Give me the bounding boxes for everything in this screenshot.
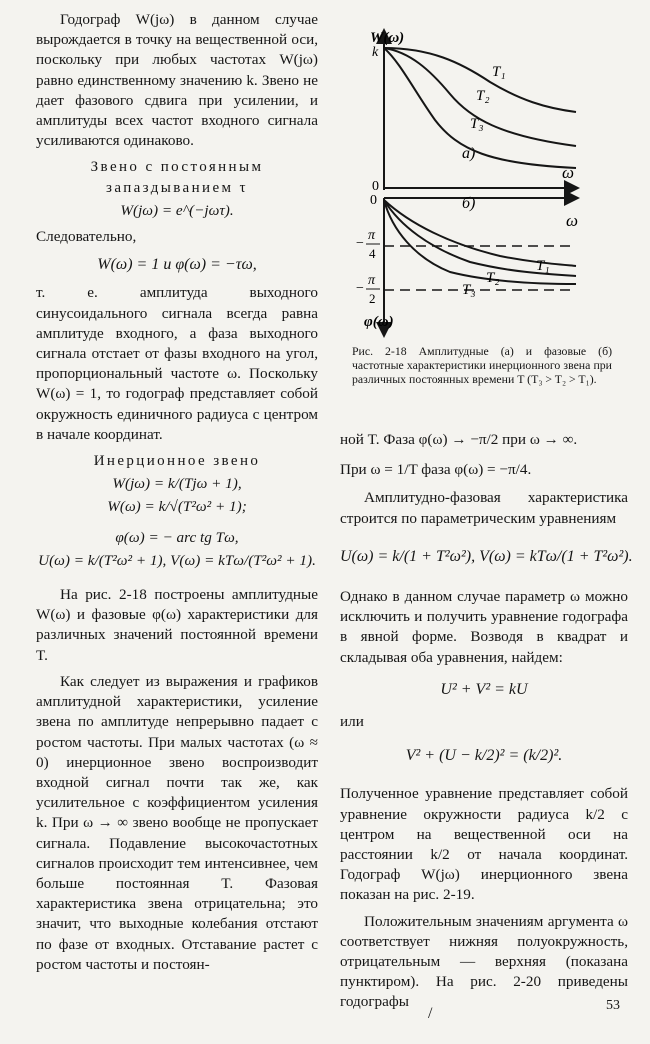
panel-label-a: а) — [462, 145, 476, 162]
paragraph: Амплитудно-фазовая характеристика строится по параметрическим уравнениям — [340, 489, 628, 527]
paragraph: т. е. амплитуда выходного синусоидального сигнала всегда равна амплитуде входного, а фаза выходного сигнала отстает от фазы входного на угол, пропорциональный частоте ω. Поскольку W(ω) = 1, то годограф представляет собой окружность единичного радиуса с центром в начале координат. — [36, 284, 318, 443]
paragraph: ной T. Фаза φ(ω) → −π/2 при ω → ∞. — [340, 431, 578, 448]
paragraph: Следовательно, — [36, 228, 137, 246]
paragraph: Положительным значениям аргумента ω соответствует нижняя полуокружность, отрицательным — верхняя (показана пунктиром). На рис. 2-20 приведены годографы — [340, 912, 628, 1011]
equation: W(ω) = k/√(T²ω² + 1); — [107, 498, 247, 516]
equation: φ(ω) = − arc tg Tω, — [115, 528, 239, 546]
equation: W(ω) = 1 и φ(ω) = −τω, — [97, 256, 257, 274]
minus-sign: − — [356, 236, 364, 251]
omega-label-b: ω — [566, 211, 579, 230]
pencil-mark: / — [428, 1005, 433, 1022]
paragraph: Однако в данном случае параметр ω можно исключить и получить уравнение годографа в явной форме. Возводя в квадрат и складывая оба уравнения, найдем: — [340, 588, 628, 666]
section-heading: Инерционное звено — [93, 453, 261, 470]
origin-label-a: 0 — [372, 179, 379, 194]
origin-label-b: 0 — [370, 193, 377, 208]
equation: W(jω) = k/(Tjω + 1), — [112, 475, 242, 493]
figure-caption: Рис. 2-18 Амплитудные (а) и фазовые (б) частотные характеристики инерционного звена при различных постоянных времени T (T₃ > T₂ > T₁). — [352, 344, 612, 386]
equation: U(ω) = k/(1 + T²ω²), V(ω) = kTω/(1 + T²ω²). — [340, 547, 633, 565]
omega-label-a: ω — [562, 163, 575, 182]
curve-label-T2: T₂ — [476, 88, 490, 104]
page-number: 53 — [606, 998, 620, 1013]
paragraph: или — [340, 713, 364, 731]
curve-label-T3: T₃ — [462, 282, 476, 298]
minus-sign: − — [356, 281, 364, 296]
equation: V² + (U − k/2)² = (k/2)². — [405, 747, 563, 765]
figure-2-18 — [340, 22, 600, 340]
paragraph: Годограф W(jω) в данном случае вырождается в точку на вещественной оси, поскольку при любых частотах W(jω) равно единственному значению k. Звено не дает фазового сдвига при усилении, и амплитуды всех частот входного сигнала усиливаются одинаково. — [36, 11, 318, 150]
equation: W(jω) = e^(−jωτ). — [120, 201, 234, 219]
panel-label-b: б) — [462, 195, 476, 212]
paragraph: На рис. 2-18 построены амплитудные W(ω) и фазовые φ(ω) характеристики для различных значений постоянной времени T. — [36, 586, 318, 664]
pi2-numerator: π — [368, 273, 376, 288]
equation: U² + V² = kU — [440, 680, 528, 698]
paragraph: Полученное уравнение представляет собой уравнение окружности радиуса k/2 с центром на вещественной оси на расстоянии k/2 от начала координат. Годограф W(jω) инерционного звена показан на рис. 2-19. — [340, 785, 628, 904]
section-heading: Звено с постоянным запаздыванием τ — [90, 159, 264, 196]
k-label: k — [372, 45, 379, 60]
paragraph: Как следует из выражения и графиков амплитудной характеристики, усиление звена по амплитуде непрерывно падает с ростом частоты. При малых частотах (ω ≈ 0) инерционное звено воспроизводит входной сигнал почти так же, как усилительное с коэффициентом усиления k. При ω → ∞ звено вообще не пропускает сигнала. Подавление высокочастотных сигналов происходит тем интенсивнее, чем больше постоянная T. Фазовая характеристика звена отрицательна; это значит, что выходные колебания отстают по фазе от входных. Отставание растет с ростом частоты и постоян- — [36, 672, 318, 973]
phase-curve-T1 — [384, 200, 579, 266]
curve-label-T1: T₁ — [536, 258, 550, 274]
y-axis-label-a: W(ω) — [370, 30, 405, 46]
amplitude-curve-T3 — [384, 48, 576, 168]
right-column — [340, 430, 633, 1013]
y-axis-label-b: φ(ω) — [364, 314, 394, 330]
curve-label-T3: T₃ — [470, 116, 484, 132]
paragraph: При ω = 1/T фаза φ(ω) = −π/4. — [340, 461, 532, 479]
equation: U(ω) = k/(T²ω² + 1), V(ω) = kTω/(T²ω² + 1). — [38, 551, 316, 569]
left-column — [36, 10, 318, 975]
curve-label-T2: T₂ — [486, 270, 500, 286]
pi4-numerator: π — [368, 228, 376, 243]
pi2-denominator: 2 — [369, 291, 376, 306]
pi4-denominator: 4 — [369, 246, 376, 261]
curve-label-T1: T₁ — [492, 64, 506, 80]
